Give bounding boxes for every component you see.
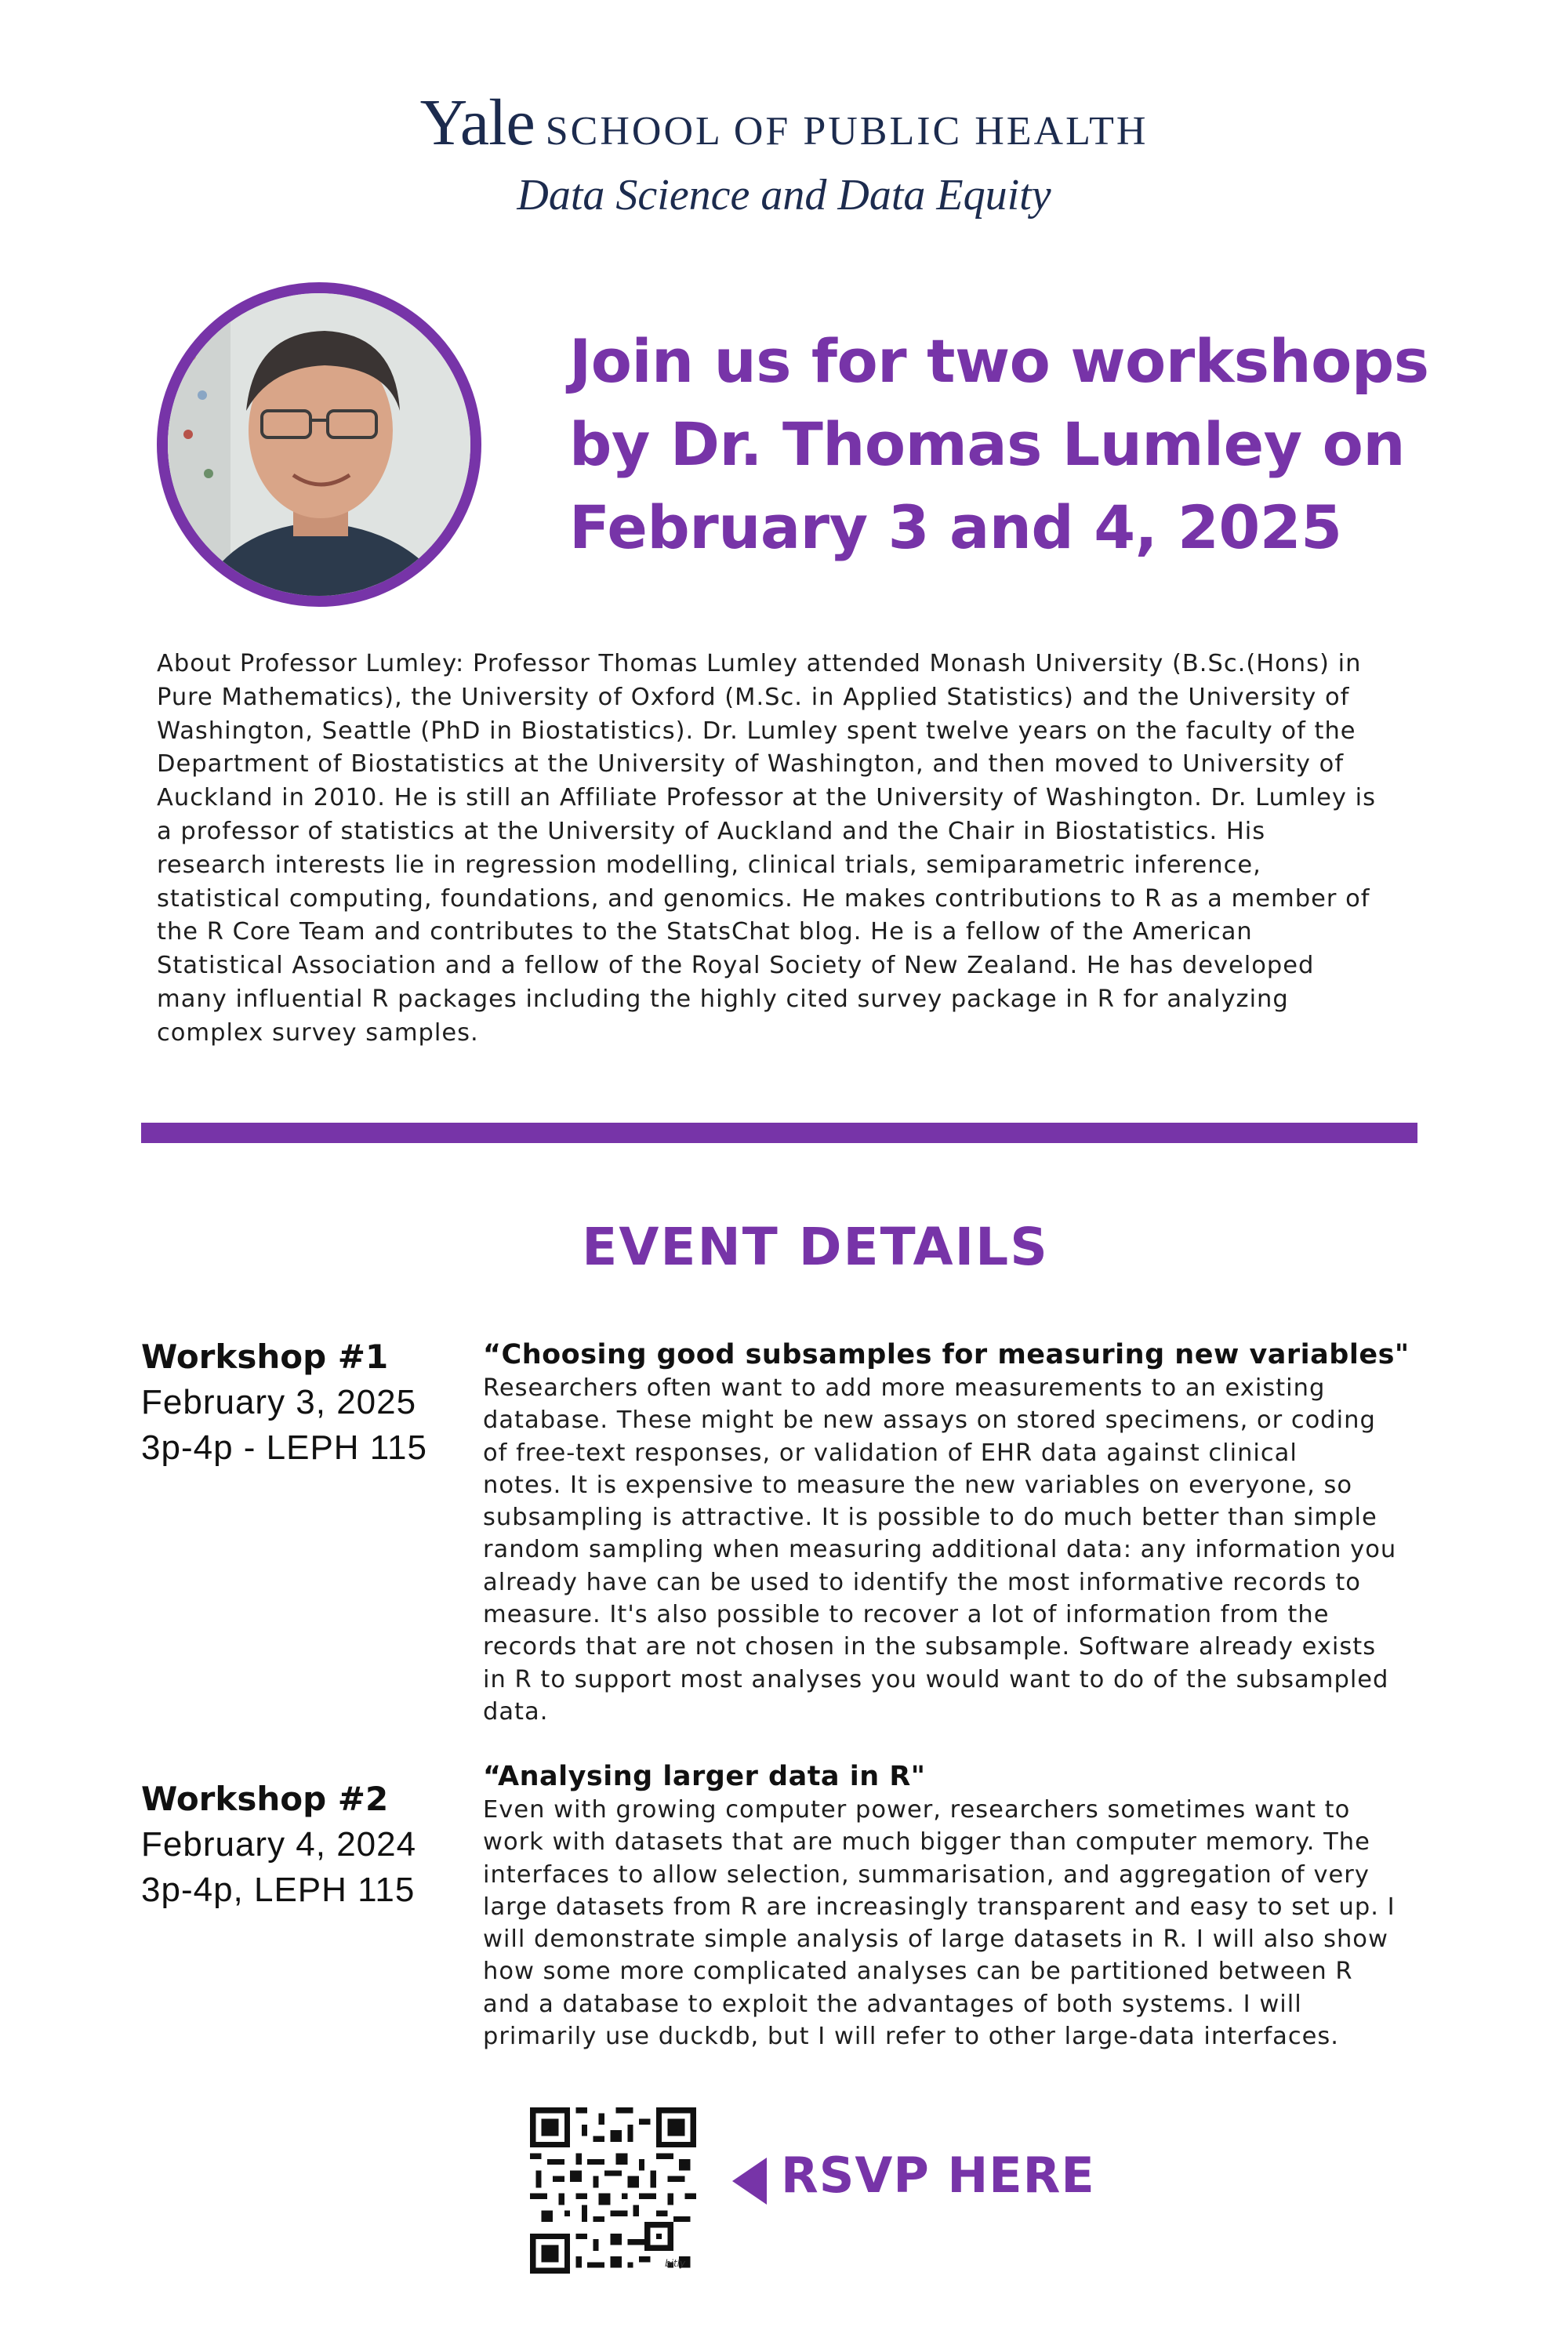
- event-details-title: EVENT DETAILS: [582, 1217, 1049, 1277]
- description-line: measure. It's also possible to recover a lot of information from the: [483, 1601, 1330, 1629]
- speaker-portrait: [157, 282, 481, 607]
- description-line: work with datasets that are much bigger than computer memory. The: [483, 1828, 1370, 1857]
- bio-line: Washington, Seattle (PhD in Biostatistics). Dr. Lumley spent twelve years on the faculty of the: [157, 717, 1356, 745]
- headline-line: February 3 and 4, 2025: [569, 492, 1342, 562]
- workshop-time-location: 3p-4p - LEPH 115: [141, 1428, 427, 1467]
- bio-line: a professor of statistics at the University of Auckland and the Chair in Biostatistics. His: [157, 817, 1266, 845]
- description-line: database. These might be new assays on stored specimens, or coding: [483, 1406, 1376, 1435]
- school-header: [0, 85, 1568, 220]
- bio-line: research interests lie in regression modelling, clinical trials, semiparametric inference,: [157, 851, 1261, 879]
- workshop-1-content: [483, 1338, 1424, 1728]
- bio-line: Statistical Association and a fellow of the Royal Society of New Zealand. He has developed: [157, 952, 1315, 980]
- section-divider: [141, 1123, 1417, 1143]
- description-line: interfaces to allow selection, summarisation, and aggregation of very: [483, 1860, 1370, 1889]
- description-line: data.: [483, 1697, 549, 1726]
- school-name: SCHOOL OF PUBLIC HEALTH: [545, 109, 1149, 154]
- speaker-bio: [157, 648, 1427, 1051]
- workshop-description: [483, 1372, 1424, 1728]
- workshop-description: [483, 1794, 1424, 2053]
- school-wordmark: [0, 85, 1568, 161]
- bio-line: the R Core Team and contributes to the StatsChat blog. He is a fellow of the American: [157, 918, 1253, 946]
- workshop-title: “Analysing larger data in R": [483, 1761, 926, 1792]
- description-line: records that are not chosen in the subsample. Software already exists: [483, 1633, 1377, 1661]
- bio-line: About Professor Lumley: Professor Thomas Lumley attended Monash University (B.Sc.(Hons) in: [157, 650, 1362, 677]
- yale-logo-text: Yale: [419, 86, 535, 159]
- headline-line: by Dr. Thomas Lumley on: [569, 409, 1405, 479]
- bio-line: many influential R packages including the highly cited survey package in R for analyzing: [157, 985, 1289, 1013]
- bio-line: complex survey samples.: [157, 1018, 479, 1047]
- headline-line: Join us for two workshops: [569, 326, 1429, 396]
- description-line: will demonstrate simple analysis of large datasets in R. I will also show: [483, 1926, 1388, 1954]
- workshop-label: Workshop #1: [141, 1338, 389, 1376]
- workshop-2-content: [483, 1759, 1424, 2053]
- description-line: and a database to exploit the advantages of both systems. I will: [483, 1990, 1302, 2018]
- bio-line: Pure Mathematics), the University of Oxford (M.Sc. in Applied Statistics) and the University of: [157, 683, 1350, 711]
- qr-brand: bitly: [665, 2258, 686, 2269]
- description-line: already have can be used to identify the most informative records to: [483, 1568, 1361, 1596]
- workshop-2-info: [141, 1777, 416, 1913]
- description-line: random sampling when measuring additional data: any information you: [483, 1536, 1397, 1564]
- description-line: of free-text responses, or validation of EHR data against clinical: [483, 1439, 1298, 1467]
- description-line: large datasets from R are increasingly transparent and easy to set up. I: [483, 1893, 1396, 1921]
- event-headline: [569, 320, 1471, 569]
- workshop-1-info: [141, 1334, 427, 1471]
- workshop-title: “Choosing good subsamples for measuring new variables": [483, 1339, 1410, 1370]
- workshop-date: February 3, 2025: [141, 1383, 417, 1421]
- left-arrow-icon: [732, 2158, 767, 2205]
- description-line: primarily use duckdb, but I will refer to other large-data interfaces.: [483, 2023, 1339, 2051]
- workshop-date: February 4, 2024: [141, 1825, 417, 1864]
- description-line: notes. It is expensive to measure the new variables on everyone, so: [483, 1471, 1353, 1499]
- speaker-photo-illustration: [168, 293, 470, 596]
- rsvp-qr-code[interactable]: [530, 2107, 696, 2274]
- bio-line: Department of Biostatistics at the University of Washington, and then moved to University of: [157, 750, 1345, 779]
- bio-line: statistical computing, foundations, and genomics. He makes contributions to R as a member of: [157, 884, 1370, 913]
- description-line: Researchers often want to add more measurements to an existing: [483, 1374, 1326, 1402]
- workshop-time-location: 3p-4p, LEPH 115: [141, 1871, 416, 1909]
- description-line: Even with growing computer power, researchers sometimes want to: [483, 1796, 1351, 1824]
- workshop-label: Workshop #2: [141, 1780, 389, 1818]
- rsvp-link[interactable]: RSVP HERE: [781, 2147, 1095, 2204]
- department-subtitle: Data Science and Data Equity: [517, 171, 1051, 220]
- description-line: subsampling is attractive. It is possible to do much better than simple: [483, 1504, 1377, 1532]
- description-line: how some more complicated analyses can be partitioned between R: [483, 1958, 1353, 1986]
- description-line: in R to support most analyses you would want to do of the subsampled: [483, 1665, 1389, 1693]
- bio-line: Auckland in 2010. He is still an Affiliate Professor at the University of Washington. Dr. Lumley is: [157, 784, 1376, 812]
